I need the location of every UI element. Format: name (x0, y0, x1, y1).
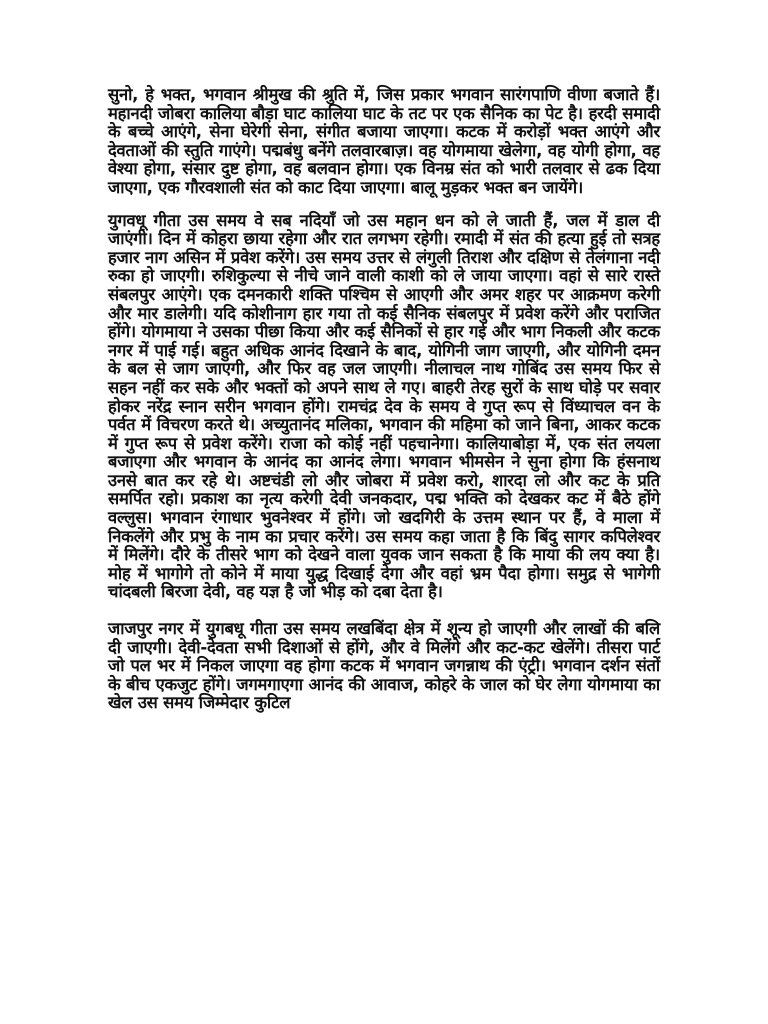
paragraph-3: जाजपुर नगर में युगबधू गीता उस समय लखबिंदा क्षेत्र में शून्य हो जाएगी और लाखों की बलि दी जाएगी। देवी-देवता सभी दिशाओं से होंगे, और वे मिलेंगे और कट-कट खेलेंगे। तीसरा पार्ट जो पल भर में निकल जाएगा वह होगा कटक में भगवान जगन्नाथ की एंट्री। भगवान दर्शन संतों के बीच एकजुट होंगे। जगमगाएगा आनंद की आवाज, कोहरे के जाल को घेर लेगा योगमाया का खेल उस समय जिम्मेदार कुटिल (108, 619, 660, 713)
paragraph-2: युगवधू गीता उस समय वे सब नदियाँ जो उस महान धन को ले जाती हैं, जल में डाल दी जाएंगी। दिन में कोहरा छाया रहेगा और रात लगभग रहेगी। रमादी में संत की हत्या हुई तो सत्रह हजार नाग असिन में प्रवेश करेंगे। उस समय उत्तर से लंगुली तिराश और दक्षिण से तेलंगाना नदी रुका हो जाएगी। रुशिकुल्या से नीचे जाने वाली काशी को ले जाया जाएगा। वहां से सारे रास्ते संबलपुर आएंगे। एक दमनकारी शक्ति पश्चिम से आएगी और अमर शहर पर आक्रमण करेगी और मार डालेगी। यदि कोशीनाग हार गया तो कई सैनिक संबलपुर में प्रवेश करेंगे और पराजित होंगे। योगमाया ने उसका पीछा किया और कई सैनिकों से हार गई और भाग निकली और कटक नगर में पाई गई। बहुत अधिक आनंद दिखाने के बाद, योगिनी जाग जाएगी, और योगिनी दमन के बल से जाग जाएगी, और फिर वह जल जाएगी। नीलाचल नाथ गोबिंद उस समय फिर से सहन नहीं कर सके और भक्तों को अपने साथ ले गए। बाहरी तेरह सुरों के साथ घोड़े पर सवार होकर नरेंद्र स्नान सरीन भगवान होंगे। रामचंद्र देव के समय वे गुप्त रूप से विंध्याचल वन के पर्वत में विचरण करते थे। अच्युतानंद मलिका, भगवान की महिमा को जाने बिना, आकर कटक में गुप्त रूप से प्रवेश करेंगे। राजा को कोई नहीं पहचानेगा। कालियाबोड़ा में, एक संत लयला बजाएगा और भगवान के आनंद का आनंद लेगा। भगवान भीमसेन ने सुना होगा कि हंसनाथ उनसे बात कर रहे थे। अष्टचंडी लो और जोबरा में प्रवेश करो, शारदा लो और कट के प्रति समर्पित रहो। प्रकाश का नृत्य करेगी देवी जनकदार, पद्म भक्ति को देखकर कट में बैठे होंगे वल्लुस। भगवान रंगाधार भुवनेश्वर में होंगे। जो खदगिरी के उत्तम स्थान पर हैं, वे माला में निकलेंगे और प्रभु के नाम का प्रचार करेंगे। उस समय कहा जाता है कि बिंदु सागर कपिलेश्वर में मिलेंगे। दौरे के तीसरे भाग को देखने वाला युवक जान सकता है कि माया की लय क्या है। मोह में भागोगे तो कोने में माया युद्ध दिखाई देगा और वहां भ्रम पैदा होगा। समुद्र से भागेगी चांदबली बिरजा देवी, वह यज्ञ है जो भीड़ को दबा देता है। (108, 210, 660, 602)
document-page (108, 86, 660, 727)
paragraph-1: सुनो, हे भक्त, भगवान श्रीमुख की श्रुति में, जिस प्रकार भगवान सारंगपाणि वीणा बजाते हैं। महानदी जोबरा कालिया बौड़ा घाट कालिया घाट के तट पर एक सैनिक का पेट है। हरदी समादी के बच्चे आएंगे, सेना घेरेगी सेना, संगीत बजाया जाएगा। कटक में करोड़ों भक्त आएंगे और देवताओं की स्तुति गाएंगे। पद्मबंधु बनेंगे तलवारबाज़। वह योगमाया खेलेगा, वह योगी होगा, वह वेश्या होगा, संसार दुष्ट होगा, वह बलवान होगा। एक विनम्र संत को भारी तलवार से ढक दिया जाएगा, एक गौरवशाली संत को काट दिया जाएगा। बालू मुड़कर भक्त बन जायेंगे। (108, 85, 660, 197)
